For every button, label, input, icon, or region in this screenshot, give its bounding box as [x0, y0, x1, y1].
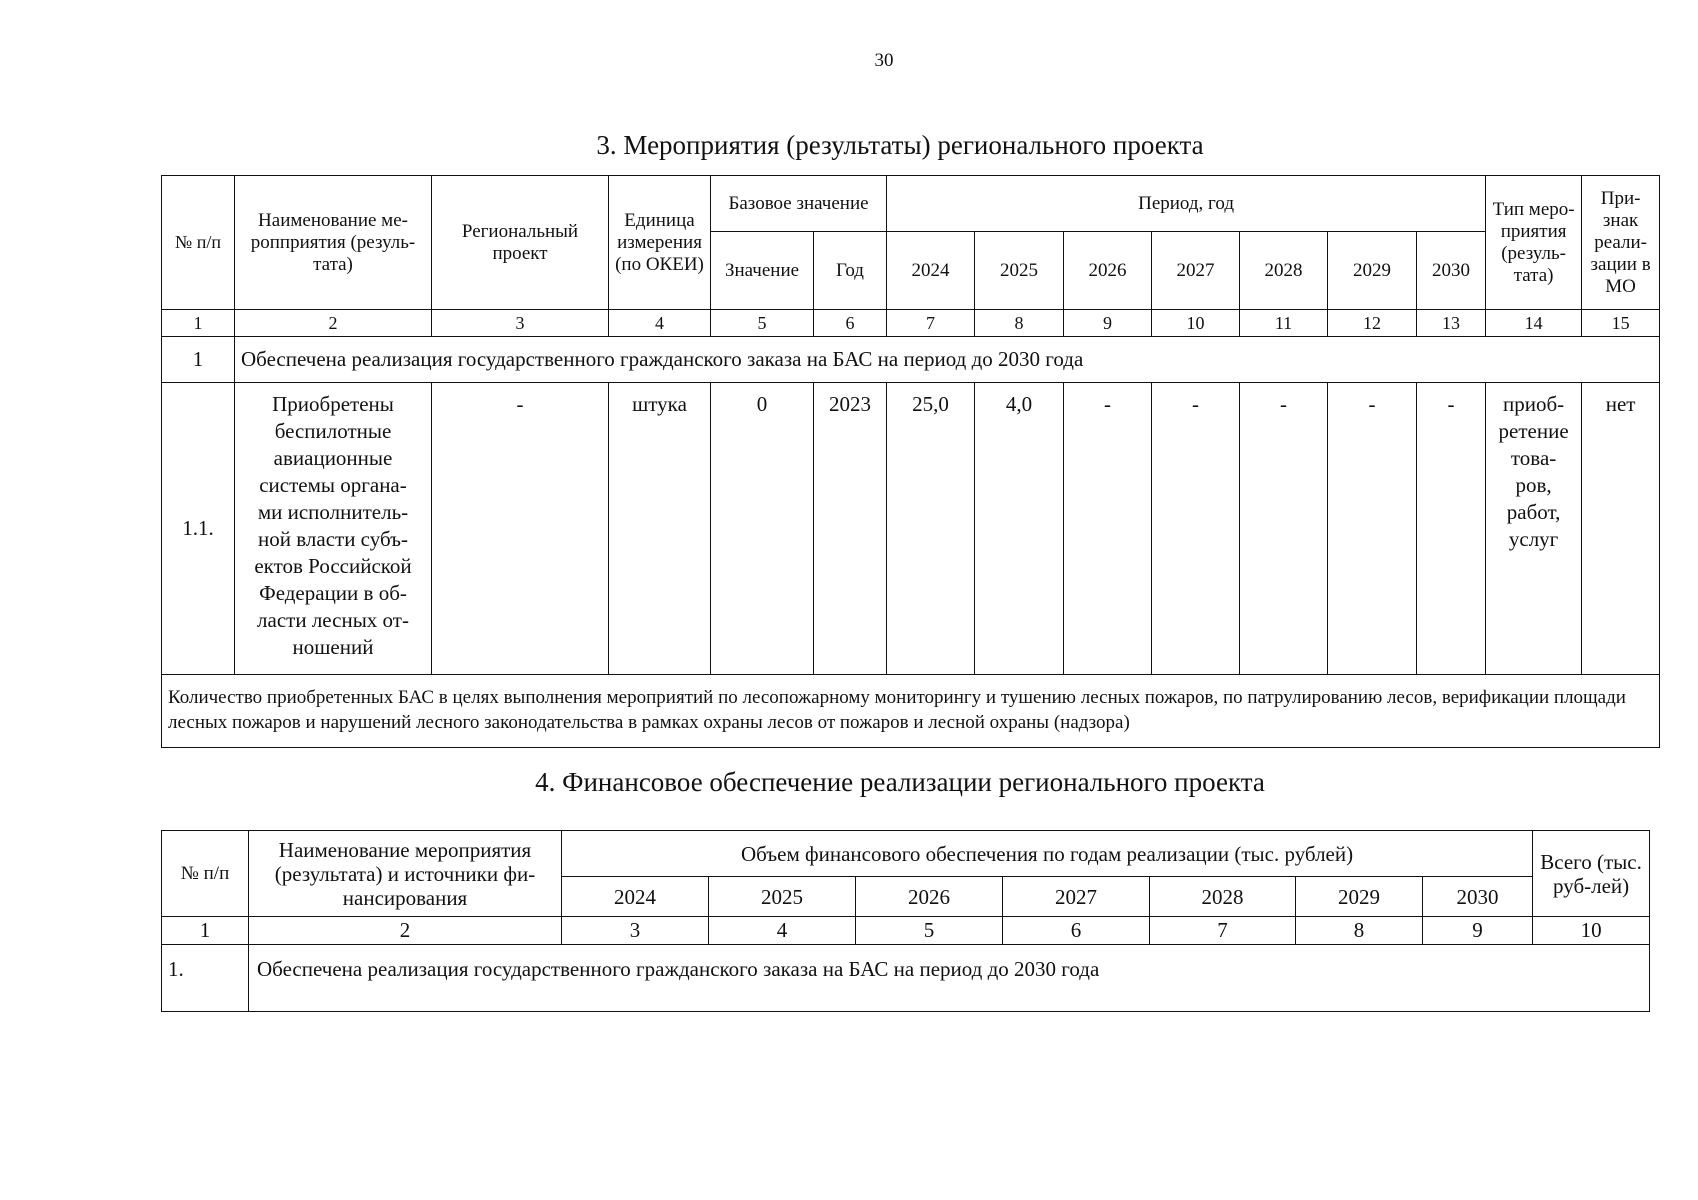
fin-column-number: 7: [1150, 917, 1296, 945]
fin-column-number: 9: [1423, 917, 1533, 945]
header-unit: Единица измерения (по ОКЕИ): [609, 176, 711, 310]
header-num: № п/п: [162, 176, 235, 310]
fin-column-number: 6: [1003, 917, 1150, 945]
item-name: [235, 383, 432, 675]
header-year: 2026: [1064, 232, 1152, 310]
item-type-line: услуг: [1508, 527, 1559, 551]
item-name-line: авиационные: [273, 446, 393, 470]
fin-column-number: 4: [709, 917, 856, 945]
item-name-line: ношений: [292, 635, 374, 659]
column-number: 6: [814, 310, 887, 337]
group-row: [162, 337, 1660, 383]
item-name-line: Федерации в об-: [259, 581, 407, 605]
fin-header-year: 2027: [1003, 877, 1150, 917]
fin-header-volume: Объем финансового обеспечения по годам реализации (тыс. рублей): [562, 831, 1533, 877]
item-value: 25,0: [887, 383, 975, 675]
column-number: 10: [1152, 310, 1240, 337]
column-number: 14: [1486, 310, 1582, 337]
item-name-line: Приобретены: [272, 392, 394, 416]
header-sign: При-знак реали-зации в МО: [1582, 176, 1660, 310]
header-base-value: Значение: [711, 232, 814, 310]
activities-table: [161, 175, 1660, 748]
header-year: 2027: [1152, 232, 1240, 310]
item-type: [1486, 383, 1582, 675]
fin-header-num: № п/п: [162, 831, 249, 917]
header-project: Региональный проект: [432, 176, 609, 310]
column-number: 4: [609, 310, 711, 337]
item-type-line: това-: [1510, 446, 1557, 470]
item-value: -: [1152, 383, 1240, 675]
item-name-line: ми исполнитель-: [257, 500, 409, 524]
column-number: 9: [1064, 310, 1152, 337]
header-year: 2024: [887, 232, 975, 310]
fin-header-year: 2028: [1150, 877, 1296, 917]
fin-header-total: Всего (тыс. руб-лей): [1533, 831, 1650, 917]
note-row: [162, 675, 1660, 748]
fin-header-year: 2030: [1423, 877, 1533, 917]
header-base-year: Год: [814, 232, 887, 310]
header-year: 2025: [975, 232, 1064, 310]
item-base-value: 0: [711, 383, 814, 675]
header-type: Тип меро-приятия (резуль-тата): [1486, 176, 1582, 310]
fin-group-title: Обеспечена реализация государственного гражданского заказа на БАС на период до 2030 года: [249, 945, 1650, 1012]
fin-header-year: 2026: [856, 877, 1003, 917]
column-number: 8: [975, 310, 1064, 337]
item-name-line: ной власти субъ-: [258, 527, 408, 551]
financing-table: [161, 830, 1650, 1012]
fin-group-number: 1.: [162, 945, 249, 1012]
fin-group-row: [162, 945, 1650, 1012]
header-name: Наименование ме-ропприятия (резуль-тата): [235, 176, 432, 310]
item-number: 1.1.: [162, 383, 235, 675]
item-value: -: [1417, 383, 1486, 675]
fin-column-number: 10: [1533, 917, 1650, 945]
header-year: 2028: [1240, 232, 1328, 310]
item-type-line: ретение: [1498, 419, 1569, 443]
item-value: -: [1328, 383, 1417, 675]
fin-column-number: 3: [562, 917, 709, 945]
header-year: 2029: [1328, 232, 1417, 310]
group-number: 1: [162, 337, 235, 383]
group-title: Обеспечена реализация государственного гражданского заказа на БАС на период до 2030 года: [235, 337, 1660, 383]
item-name-line: беспилотные: [274, 419, 392, 443]
column-number: 15: [1582, 310, 1660, 337]
item-type-line: ров,: [1515, 473, 1552, 497]
item-type-line: работ,: [1506, 500, 1561, 524]
item-type-line: приоб-: [1503, 392, 1565, 416]
item-base-year: 2023: [814, 383, 887, 675]
fin-column-number: 8: [1296, 917, 1423, 945]
column-number: 3: [432, 310, 609, 337]
item-name-line: системы органа-: [259, 473, 407, 497]
fin-column-number: 2: [249, 917, 562, 945]
header-period: Период, год: [887, 176, 1486, 232]
column-number: 12: [1328, 310, 1417, 337]
fin-column-number: 5: [856, 917, 1003, 945]
header-year: 2030: [1417, 232, 1486, 310]
item-value: -: [1064, 383, 1152, 675]
item-value: 4,0: [975, 383, 1064, 675]
header-base: Базовое значение: [711, 176, 887, 232]
item-unit: штука: [609, 383, 711, 675]
fin-header-name: Наименование мероприятия (результата) и источники фи-нансирования: [249, 831, 562, 917]
item-value: -: [1240, 383, 1328, 675]
fin-column-number: 1: [162, 917, 249, 945]
section-3-title: 3. Мероприятия (результаты) регионального проекта: [596, 130, 1204, 160]
fin-header-year: 2025: [709, 877, 856, 917]
column-number: 5: [711, 310, 814, 337]
fin-header-year: 2029: [1296, 877, 1423, 917]
column-number: 13: [1417, 310, 1486, 337]
column-number: 1: [162, 310, 235, 337]
column-number: 7: [887, 310, 975, 337]
item-sign: нет: [1582, 383, 1660, 675]
item-name-line: ласти лесных от-: [257, 608, 409, 632]
item-note: Количество приобретенных БАС в целях выполнения мероприятий по лесопожарному мониторингу и тушению лесных пожаров, по патрулированию лесов, верификации площади лесных пожаров и нарушений лесного законодательства в рамках охраны лесов от пожаров и лесной охраны (надзора): [162, 675, 1660, 748]
page-number: 30: [874, 50, 894, 71]
fin-header-year: 2024: [562, 877, 709, 917]
column-number: 2: [235, 310, 432, 337]
item-name-line: ектов Российской: [254, 554, 412, 578]
section-4-title: 4. Финансовое обеспечение реализации регионального проекта: [535, 767, 1265, 797]
table-row: [162, 383, 1660, 675]
item-project: -: [432, 383, 609, 675]
column-number: 11: [1240, 310, 1328, 337]
